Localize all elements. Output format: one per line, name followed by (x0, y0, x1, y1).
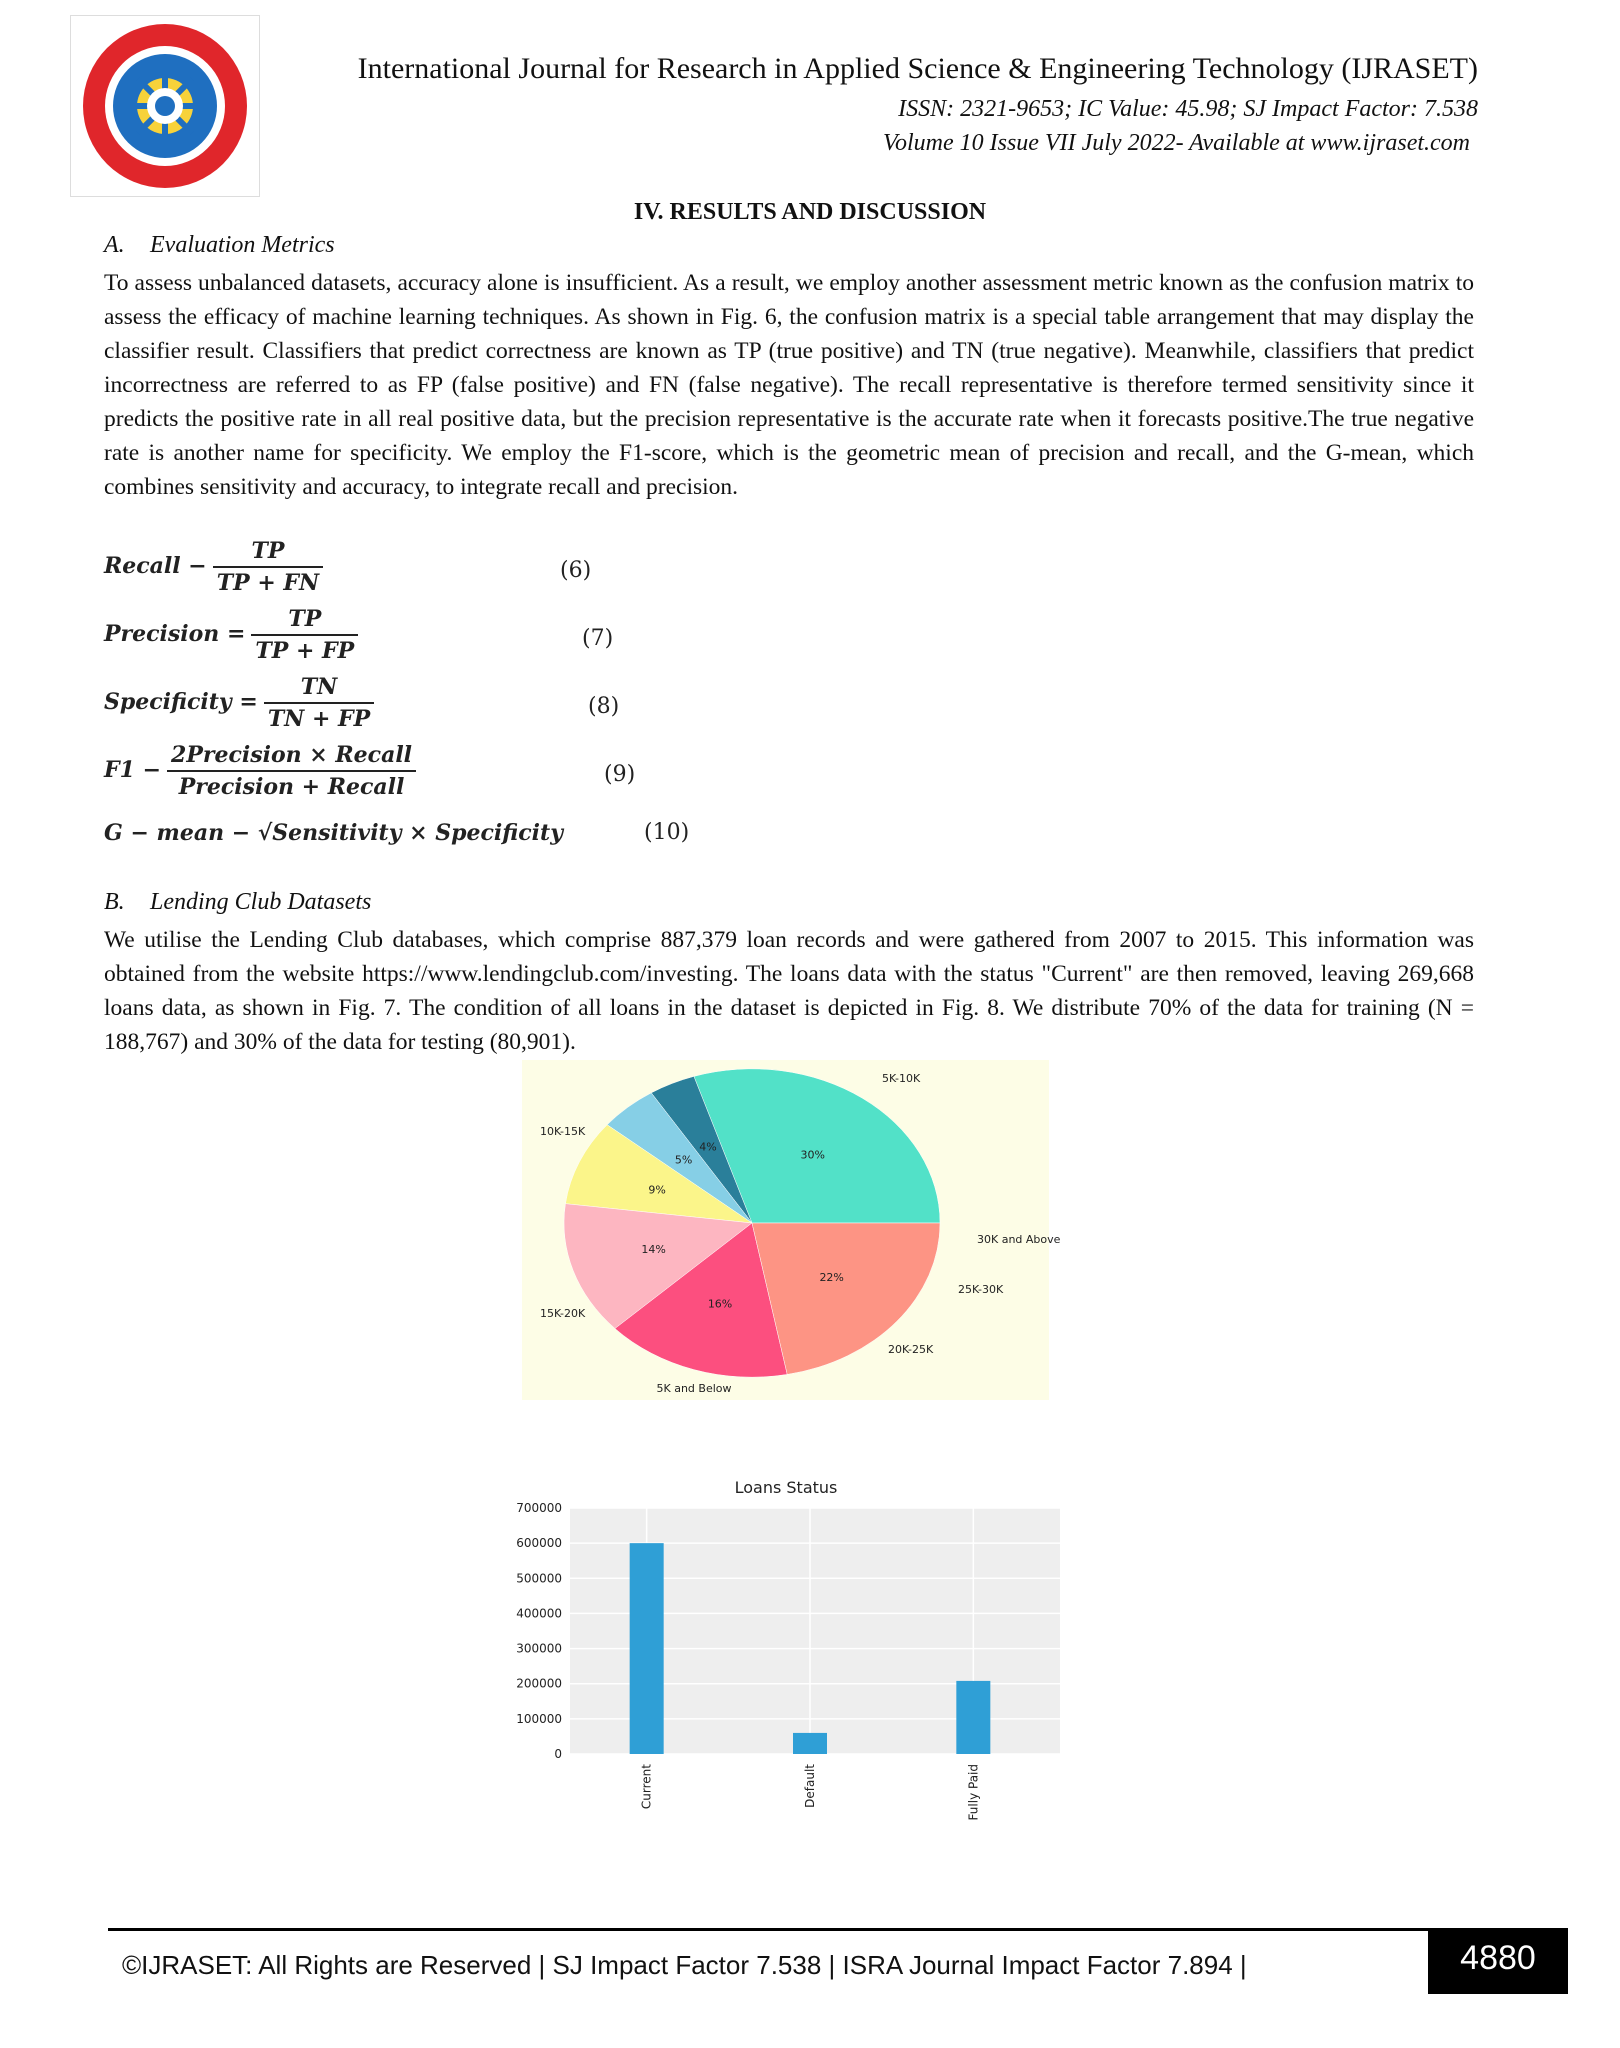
pie-percent-label: 14% (641, 1243, 666, 1257)
equation-specificity: Specificity = $\frac{TN}{TN + FP}$ (104, 674, 374, 732)
bar-current (630, 1543, 664, 1754)
equation-f1: F1 − $\frac{\text{2Precision × Recall}}{\text{Precision + Recall}}$ (104, 742, 416, 800)
subsection-a-paragraph: To assess unbalanced datasets, accuracy alone is insufficient. As a result, we employ another assessment metric known as the confusion matrix to assess the efficacy of machine learning techniques. As shown in Fig. 6, the confusion matrix is a special table arrangement that may display the classifier result. Classifiers that predict correctness are known as TP (true positive) and TN (true negative). Meanwhile, classifiers that predict incorrectness are referred to as FP (false positive) and FN (false negative). The recall representative is therefore termed sensitivity since it predicts the positive rate in all real positive data, but the precision representative is the accurate rate when it forecasts positive.The true negative rate is another name for specificity. We employ the F1-score, which is the geometric mean of precision and recall, and the G-mean, which combines sensitivity and accuracy, to integrate recall and precision. (104, 270, 1474, 500)
issn-line: ISSN: 2321-9653; IC Value: 45.98; SJ Impact Factor: 7.538 (898, 96, 1478, 122)
pie-category-label: 10K-15K (540, 1125, 586, 1138)
equation-number-10: (10) (644, 820, 690, 845)
section-title: IV. RESULTS AND DISCUSSION (633, 199, 987, 225)
pie-percent-label: 22% (819, 1271, 844, 1285)
subsection-b-label: B. (104, 889, 125, 915)
pie-category-label: 5K and Below (656, 1382, 732, 1395)
volume-line: Volume 10 Issue VII July 2022- Available at www.ijraset.com (882, 130, 1470, 156)
pie-percent-label: 5% (674, 1153, 693, 1167)
bar-chart (500, 1470, 1080, 1850)
bar-xtick-label: Default (803, 1764, 817, 1808)
footer-rule (108, 1928, 1428, 1931)
journal-logo (70, 15, 260, 197)
subsection-b-paragraph: We utilise the Lending Club databases, which comprise 887,379 loan records and were gathered from 2007 to 2015. This information was obtained from the website https://www.lendingclub.com/investing. The loans data with the status "Current" are then removed, leaving 269,668 loans data, as shown in Fig. 7. The condition of all loans in the dataset is depicted in Fig. 8. We distribute 70% of the data for training (N = 188,767) and 30% of the data for testing (80,901). (104, 927, 1474, 1055)
subsection-a-heading (104, 232, 335, 259)
equation-recall: Recall − $\frac{TP}{TP + FN}$ (104, 538, 323, 596)
equations-block (104, 538, 744, 858)
bar-default (793, 1733, 827, 1754)
pie-category-label: 5K-10K (882, 1072, 921, 1085)
bar-ytick-label: 300000 (516, 1641, 562, 1656)
subsection-a-label: A. (104, 232, 125, 258)
pie-chart (522, 1060, 1061, 1400)
equation-number-7: (7) (582, 626, 614, 651)
pie-category-label: 20K-25K (888, 1343, 934, 1356)
bar-xtick-label: Current (639, 1764, 654, 1810)
equation-number-6: (6) (560, 558, 592, 583)
pie-category-label: 15K-20K (540, 1307, 586, 1320)
bar-ytick-label: 400000 (516, 1606, 562, 1621)
equation-precision: Precision = $\frac{TP}{TP + FP}$ (104, 606, 358, 664)
equation-number-8: (8) (588, 694, 620, 719)
journal-title: International Journal for Research in Applied Science & Engineering Technology (IJRASET) (357, 52, 1478, 85)
bar-ytick-label: 100000 (516, 1711, 562, 1726)
bar-ytick-label: 700000 (516, 1501, 562, 1515)
bar-ytick-label: 200000 (516, 1676, 562, 1691)
page-number: 4880 (1428, 1928, 1568, 1994)
bar-xtick-label: Fully Paid (966, 1764, 981, 1821)
journal-logo-seal (71, 16, 259, 196)
pie-percent-label: 16% (707, 1297, 733, 1311)
bar-ytick-label: 600000 (516, 1536, 562, 1551)
pie-percent-label: 9% (648, 1183, 666, 1197)
bar-fully-paid (956, 1681, 990, 1754)
pie-category-label: 25K-30K (958, 1283, 1004, 1296)
subsection-b-title: Lending Club Datasets (150, 889, 372, 915)
bar-chart-title: Loans Status (734, 1478, 838, 1497)
pie-percent-label: 4% (699, 1140, 717, 1154)
equation-number-9: (9) (604, 762, 636, 787)
bar-chart-svg (500, 1470, 1080, 1850)
subsection-a-title: Evaluation Metrics (150, 232, 335, 258)
pie-chart-svg (522, 1060, 1061, 1400)
footer-text: ©IJRASET: All Rights are Reserved | SJ Impact Factor 7.538 | ISRA Journal Impact Factor 7.894 | (122, 1950, 1247, 1980)
pie-percent-label: 30% (800, 1148, 826, 1162)
equation-gmean: G − mean − √Sensitivity × Specificity (104, 820, 563, 846)
pie-category-label: 30K and Above (977, 1233, 1061, 1246)
subsection-b-heading (104, 889, 371, 916)
bar-ytick-label: 500000 (516, 1571, 562, 1586)
bar-ytick-label: 0 (554, 1747, 562, 1761)
